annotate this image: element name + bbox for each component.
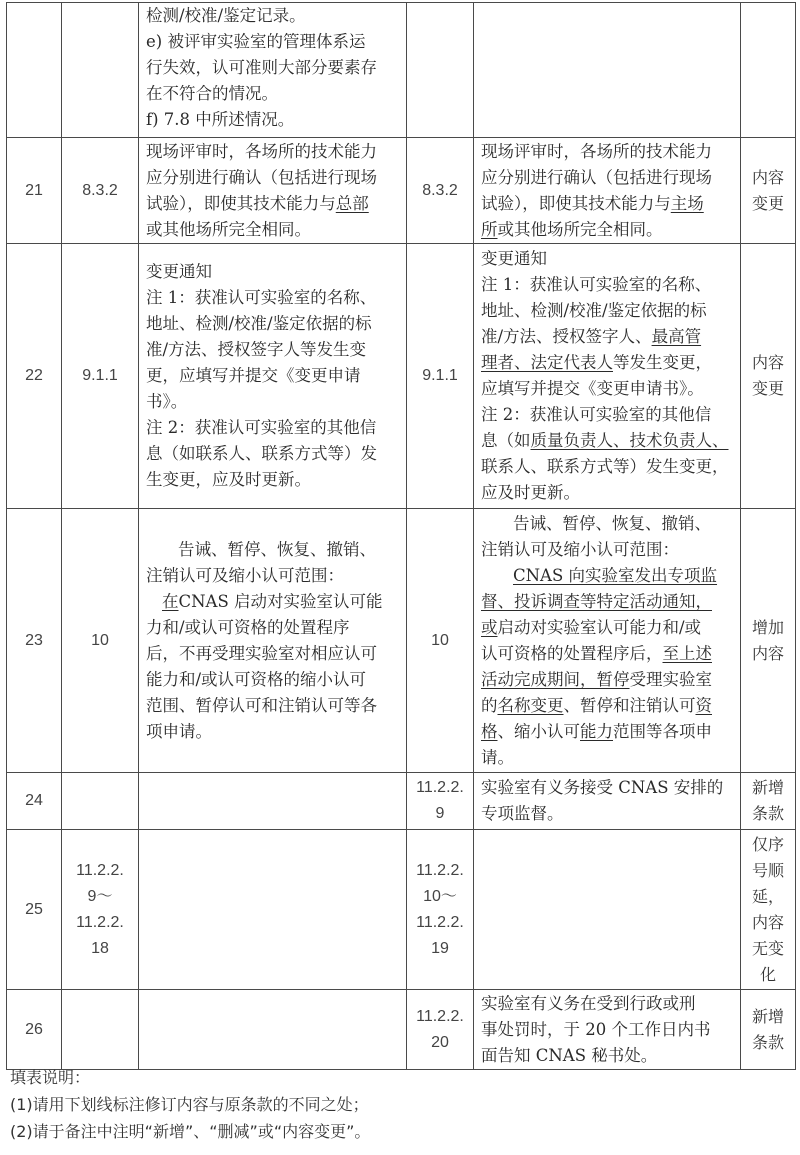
original-clause-text: 检测/校准/鉴定记录。 e) 被评审实验室的管理体系运 行失效，认可准则大部分要素存 在不符合的情况。 f) 7.8 中所述情况。 xyxy=(139,3,407,138)
revised-clause-text: 实验室有义务接受 CNAS 安排的 专项监督。 xyxy=(474,773,741,830)
underlined-change: 质量负责人、技术负责人、 xyxy=(530,431,729,450)
row-number: 24 xyxy=(7,773,62,830)
revised-clause-text: 实验室有义务在受到行政或刑 事处罚时，于 20 个工作日内书 面告知 CNAS 秘书处。 xyxy=(474,990,741,1070)
revised-clause-text: 告诫、暂停、恢复、撤销、 注销认可及缩小认可范围： CNAS 向实验室发出专项监 督、投诉调查等特定活动通知， 或启动对实验室认可能力和/或 认可资格的处置程序后，至上述 活动完成期间，暂停受理实验室 的名称变更、暂停和注销认可资 格、缩小认可能力范围等各项申 请。 xyxy=(474,509,741,773)
table-row-24 xyxy=(7,773,796,830)
underlined-change: CNAS 向实验室发出专项监 xyxy=(513,565,718,585)
revised-clause-number: 8.3.2 xyxy=(407,138,474,244)
remark: 内容 变更 xyxy=(741,244,796,509)
underlined-change: 活动完成期间，暂停 xyxy=(481,669,630,689)
remark: 增加 内容 xyxy=(741,509,796,773)
table-row-25 xyxy=(7,830,796,990)
revised-clause-number: 11.2.2. 20 xyxy=(407,990,474,1070)
instructions-title: 填表说明： xyxy=(10,1068,91,1087)
revised-clause-number: 11.2.2. 10～ 11.2.2. 19 xyxy=(407,830,474,990)
row-number: 25 xyxy=(7,830,62,990)
original-clause-number: 11.2.2. 9～ 11.2.2. 18 xyxy=(62,830,139,990)
revised-clause-text: 现场评审时，各场所的技术能力 应分别进行确认（包括进行现场 试验），即使其技术能力与主场 所或其他场所完全相同。 xyxy=(474,138,741,244)
row-number: 22 xyxy=(7,244,62,509)
underlined-change: 至上述 xyxy=(662,643,712,663)
underlined-change: 督、投诉调查等特定活动通知， xyxy=(481,591,712,611)
underlined-change: 最高管 xyxy=(651,327,702,346)
row-number: 23 xyxy=(7,509,62,773)
underlined-change: 在 xyxy=(162,591,179,611)
underlined-change: 格 xyxy=(481,721,498,741)
underlined-change: 所 xyxy=(481,219,498,239)
revised-clause-number: 10 xyxy=(407,509,474,773)
original-clause-text: 现场评审时，各场所的技术能力 应分别进行确认（包括进行现场 试验），即使其技术能力与总部 或其他场所完全相同。 xyxy=(139,138,407,244)
revised-clause-text: 变更通知 注 1：获准认可实验室的名称、 地址、检测/校准/鉴定依据的标 准/方法、授权签字人、最高管 理者、法定代表人等发生变更， 应填写并提交《变更申请书》。 注 2：获准认可实验室的其他信 息（如质量负责人、技术负责人、 联系人、联系方式等）发生变更， 应及时更新。 xyxy=(474,244,741,509)
underlined-change: 资 xyxy=(695,695,712,715)
instruction-item-1: (1)请用下划线标注修订内容与原条款的不同之处； xyxy=(10,1095,369,1114)
original-clause-text: 变更通知 注 1：获准认可实验室的名称、 地址、检测/校准/鉴定依据的标 准/方法、授权签字人等发生变 更，应填写并提交《变更申请 书》。 注 2：获准认可实验室的其他信 息（如联系人、联系方式等）发 生变更，应及时更新。 xyxy=(139,244,407,509)
instruction-item-2: (2)请于备注中注明“新增”、“删减”或“内容变更”。 xyxy=(10,1122,371,1141)
underlined-change: 或 xyxy=(481,617,498,637)
original-clause-number: 8.3.2 xyxy=(62,138,139,244)
remark: 新增 条款 xyxy=(741,990,796,1070)
underlined-change: 总部 xyxy=(335,193,369,213)
form-instructions xyxy=(10,1064,370,1145)
table-row-21 xyxy=(7,138,796,244)
underlined-change: 能力 xyxy=(580,721,613,741)
table-row-23 xyxy=(7,509,796,773)
remark: 新增 条款 xyxy=(741,773,796,830)
original-clause-number: 10 xyxy=(62,509,139,773)
underlined-change: 主场 xyxy=(670,193,704,213)
table-row-22 xyxy=(7,244,796,509)
revised-clause-number: 11.2.2. 9 xyxy=(407,773,474,830)
original-clause-text: 告诫、暂停、恢复、撤销、 注销认可及缩小认可范围： 在CNAS 启动对实验室认可能 力和/或认可资格的处置程序 后，不再受理实验室对相应认可 能力和/或认可资格的缩小认可 范围、暂停认可和注销认可等各 项申请。 xyxy=(139,509,407,773)
underlined-change: 名称变更 xyxy=(497,695,564,715)
underlined-change: 理者、法定代表人 xyxy=(481,353,613,372)
row-number: 26 xyxy=(7,990,62,1070)
remark: 仅序 号顺 延， 内容 无变 化 xyxy=(741,830,796,990)
revised-clause-number: 9.1.1 xyxy=(407,244,474,509)
table-row-continued xyxy=(7,3,796,138)
row-number: 21 xyxy=(7,138,62,244)
remark: 内容 变更 xyxy=(741,138,796,244)
table-row-26 xyxy=(7,990,796,1070)
original-clause-number: 9.1.1 xyxy=(62,244,139,509)
revision-comparison-table xyxy=(6,2,796,1070)
